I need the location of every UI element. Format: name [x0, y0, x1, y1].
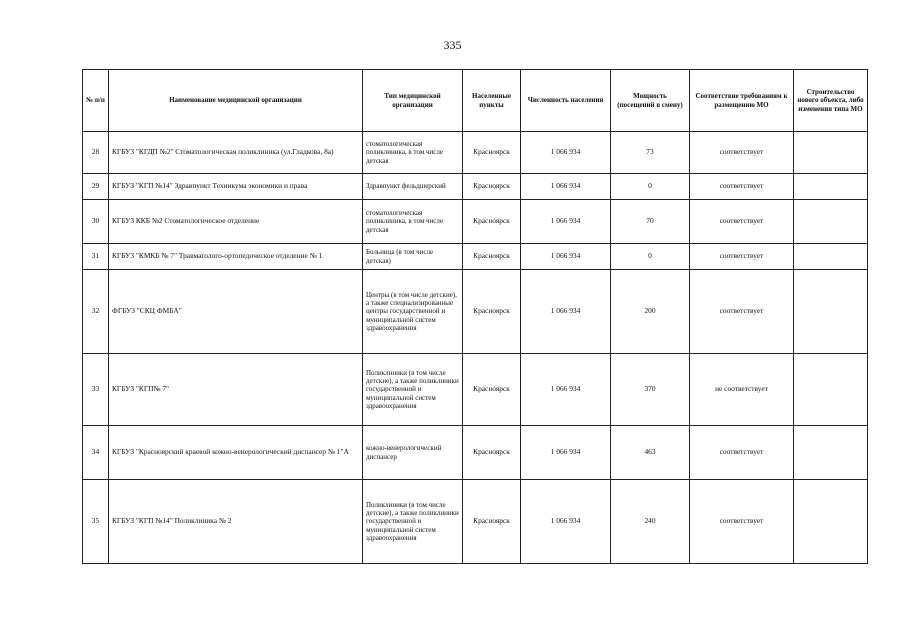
cell-population: 1 066 934	[521, 426, 611, 480]
cell-row-number: 31	[83, 244, 109, 270]
cell-capacity: 73	[611, 132, 690, 174]
cell-org-type: Поликлиники (в том числе детские), а также поликлиники государственной и муниципальной систем здравоохранения	[363, 480, 463, 564]
cell-org-type: стоматологическая поликлиника, в том числе детская	[363, 132, 463, 174]
cell-org-type: Здравпункт фельдшерский	[363, 174, 463, 200]
table-row	[83, 354, 868, 426]
header-population: Численность населения	[521, 70, 611, 132]
cell-org-name: КГБУЗ "КГДП №2" Стоматологическая поликлиника (ул.Гладкова, 8а)	[109, 132, 363, 174]
header-org-type: Тип медицинской организации	[363, 70, 463, 132]
header-compliance: Соответствие требованиям к размещению МО	[690, 70, 794, 132]
cell-construction	[794, 200, 868, 244]
cell-locality: Красноярск	[463, 354, 521, 426]
cell-locality: Красноярск	[463, 200, 521, 244]
cell-population: 1 066 934	[521, 200, 611, 244]
cell-capacity: 370	[611, 354, 690, 426]
cell-org-type: Больница (в том числе детская)	[363, 244, 463, 270]
cell-construction	[794, 132, 868, 174]
cell-population: 1 066 934	[521, 174, 611, 200]
page-number: 335	[443, 38, 462, 52]
cell-construction	[794, 270, 868, 354]
cell-org-name: КГБУЗ "Красноярский краевой кожно-венерологический диспансер № 1"А	[109, 426, 363, 480]
cell-compliance-status: соответствует	[690, 244, 794, 270]
cell-population: 1 066 934	[521, 270, 611, 354]
cell-org-name: КГБУЗ "КМКБ № 7" Травматолого-ортопедическое отделение № 1	[109, 244, 363, 270]
table-row	[83, 426, 868, 480]
cell-row-number: 33	[83, 354, 109, 426]
table-header-row	[83, 70, 868, 132]
cell-locality: Красноярск	[463, 480, 521, 564]
cell-compliance-status: соответствует	[690, 132, 794, 174]
cell-population: 1 066 934	[521, 480, 611, 564]
header-org-name: Наименование медицинской организации	[109, 70, 363, 132]
cell-population: 1 066 934	[521, 132, 611, 174]
cell-capacity: 200	[611, 270, 690, 354]
table-row	[83, 244, 868, 270]
table-row	[83, 132, 868, 174]
header-construction: Строительство нового объекта, либо изменения типа МО	[794, 70, 868, 132]
header-capacity: Мощность (посещений в смену)	[611, 70, 690, 132]
cell-compliance-status: соответствует	[690, 270, 794, 354]
cell-row-number: 32	[83, 270, 109, 354]
cell-capacity: 0	[611, 174, 690, 200]
cell-construction	[794, 426, 868, 480]
cell-population: 1 066 934	[521, 354, 611, 426]
cell-locality: Красноярск	[463, 244, 521, 270]
table-row	[83, 270, 868, 354]
cell-org-name: КГБУЗ ККБ №2 Стоматологическое отделение	[109, 200, 363, 244]
table-row	[83, 480, 868, 564]
cell-row-number: 35	[83, 480, 109, 564]
header-number: № п/п	[83, 70, 109, 132]
table-row	[83, 200, 868, 244]
cell-org-name: ФГБУЗ "СКЦ ФМБА"	[109, 270, 363, 354]
cell-org-name: КГБУЗ "КГП№ 7"	[109, 354, 363, 426]
cell-org-type: Поликлиники (в том числе детские), а также поликлиники государственной и муниципальной систем здравоохранения	[363, 354, 463, 426]
cell-construction	[794, 354, 868, 426]
cell-row-number: 34	[83, 426, 109, 480]
cell-compliance-status: не соответствует	[690, 354, 794, 426]
cell-compliance-status: соответствует	[690, 174, 794, 200]
cell-locality: Красноярск	[463, 132, 521, 174]
cell-compliance-status: соответствует	[690, 480, 794, 564]
cell-row-number: 28	[83, 132, 109, 174]
cell-construction	[794, 174, 868, 200]
cell-construction	[794, 480, 868, 564]
cell-locality: Красноярск	[463, 426, 521, 480]
cell-capacity: 70	[611, 200, 690, 244]
cell-compliance-status: соответствует	[690, 200, 794, 244]
cell-row-number: 29	[83, 174, 109, 200]
cell-org-name: КГБУЗ "КГП №14" Поликлиника № 2	[109, 480, 363, 564]
cell-compliance-status: соответствует	[690, 426, 794, 480]
cell-org-type: кожно-венерологический диспансер	[363, 426, 463, 480]
cell-capacity: 463	[611, 426, 690, 480]
cell-org-type: стоматологическая поликлиника, в том числе детская	[363, 200, 463, 244]
cell-org-name: КГБУЗ "КГП №14" Здравпункт Техникума экономики и права	[109, 174, 363, 200]
cell-capacity: 240	[611, 480, 690, 564]
cell-locality: Красноярск	[463, 174, 521, 200]
header-locality: Населенные пункты	[463, 70, 521, 132]
cell-capacity: 0	[611, 244, 690, 270]
table-row	[83, 174, 868, 200]
cell-locality: Красноярск	[463, 270, 521, 354]
cell-population: 1 066 934	[521, 244, 611, 270]
cell-row-number: 30	[83, 200, 109, 244]
cell-org-type: Центры (в том числе детские), а также специализированные центры государственной и муниципальной систем здравоохранения	[363, 270, 463, 354]
cell-construction	[794, 244, 868, 270]
medical-organizations-table	[82, 69, 868, 564]
